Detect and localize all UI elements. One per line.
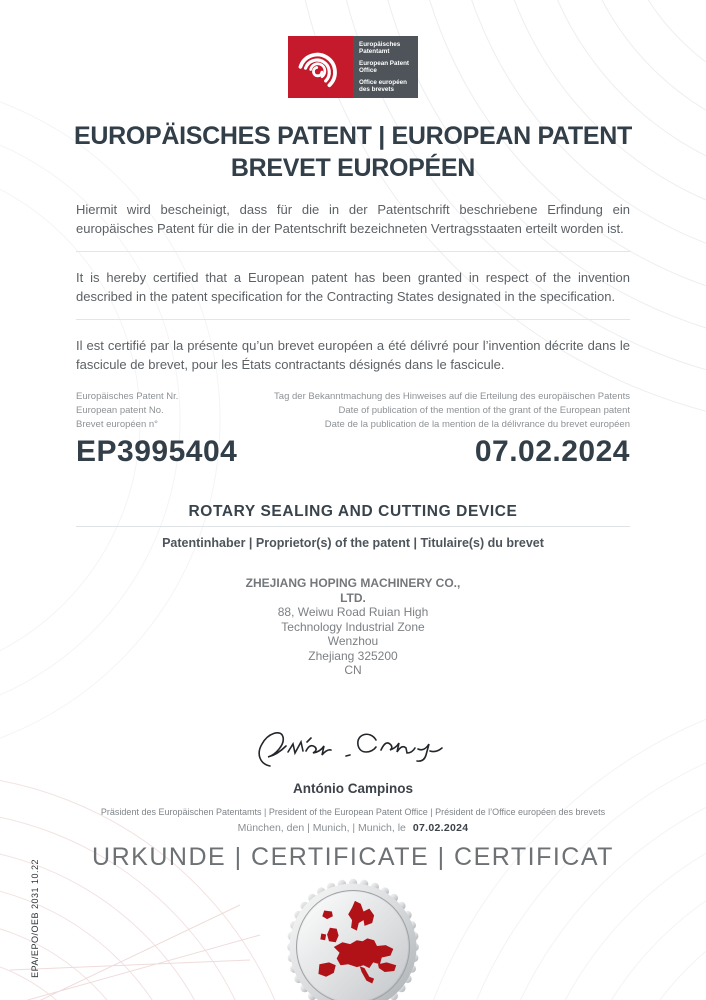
epo-logo-line-fr: Office européen des brevets (359, 78, 407, 94)
divider (76, 251, 630, 252)
form-reference-code: EPA/EPO/OEB 2031 10.22 (30, 859, 40, 978)
certification-paragraph-french: Il est certifié par la présente qu’un brevet européen a été délivré pour l’invention décrite dans le fascicule de brevet, pour les États contractants désignés dans le fascicule. (76, 338, 630, 372)
epo-logo (0, 0, 706, 98)
certificate-title-line2: BREVET EUROPÉEN (230, 154, 476, 182)
grant-date-label-en: Date of publication of the mention of the grant of the European patent (338, 405, 630, 416)
proprietor-address-block (76, 576, 630, 678)
grant-date-value: 07.02.2024 (474, 435, 630, 468)
certificate-title (0, 120, 706, 184)
invention-section (76, 503, 630, 550)
seal-medallion (283, 877, 423, 1000)
patent-number-value: EP3995404 (76, 435, 238, 468)
proprietor-address-line: Zhejiang 325200 (308, 648, 398, 663)
certification-paragraph-german: Hiermit wird bescheinigt, dass für die in der Patentschrift beschriebene Erfindung ein europäisches Patent für die in der Patentschrift bezeichneten Vertragsstaaten erteilt worden ist. (76, 202, 630, 236)
place-date-value: 07.02.2024 (412, 821, 469, 834)
epo-logo-line-de: Europäisches Patentamt (359, 41, 401, 56)
grant-date-label-fr: Date de la publication de la mention de la délivrance du brevet européen (324, 419, 630, 430)
proprietor-heading: Patentinhaber | Proprietor(s) of the patent | Titulaire(s) du brevet (162, 536, 544, 550)
signatory-name: António Campinos (293, 780, 413, 796)
divider (76, 319, 630, 320)
president-titles-line: Präsident des Europäischen Patentamts | President of the European Patent Office | Président de l’Office européen des brevets (100, 806, 606, 817)
seal-scalloped-edge (287, 878, 419, 1000)
proprietor-name-line2: LTD. (340, 590, 366, 605)
place-and-date-line (76, 822, 630, 834)
signature-block (76, 722, 630, 796)
proprietor-address-line: 88, Weiwu Road Ruian High (277, 605, 429, 619)
divider (76, 526, 630, 527)
proprietor-address-line: Technology Industrial Zone (281, 619, 425, 634)
patent-number-label-de: Europäisches Patent Nr. (76, 391, 179, 402)
certificate-banner: URKUNDE | CERTIFICATE | CERTIFICAT (92, 842, 614, 871)
field-values-row (76, 435, 630, 469)
proprietor-name-line1: ZHEJIANG HOPING MACHINERY CO., (245, 576, 461, 590)
handwritten-signature-icon (248, 722, 458, 774)
patent-number-label-en: European patent No. (76, 405, 164, 416)
proprietor-address-line: Wenzhou (327, 634, 379, 648)
proprietor-address-line: CN (344, 663, 362, 677)
field-labels-row (76, 390, 630, 432)
place-date-label: München, den | Munich, | Munich, le (237, 821, 406, 834)
invention-title: ROTARY SEALING AND CUTTING DEVICE (188, 503, 518, 520)
patent-number-labels (76, 390, 178, 432)
certificate-title-line1: EUROPÄISCHES PATENT | EUROPEAN PATENT (74, 122, 632, 150)
certification-paragraph-english: It is hereby certified that a European patent has been granted in respect of the invention described in the patent specification for the Contracting States designated in the specification. (76, 270, 630, 304)
patent-number-label-fr: Brevet européen n° (76, 419, 158, 430)
grant-date-labels (274, 390, 630, 432)
epo-spiral-icon (294, 40, 348, 94)
grant-date-label-de: Tag der Bekanntmachung des Hinweises auf die Erteilung des europäischen Patents (274, 391, 630, 402)
epo-logo-red-panel (288, 36, 353, 98)
epo-logo-text-panel (353, 36, 418, 98)
epo-logo-line-en: European Patent Office (359, 59, 410, 75)
